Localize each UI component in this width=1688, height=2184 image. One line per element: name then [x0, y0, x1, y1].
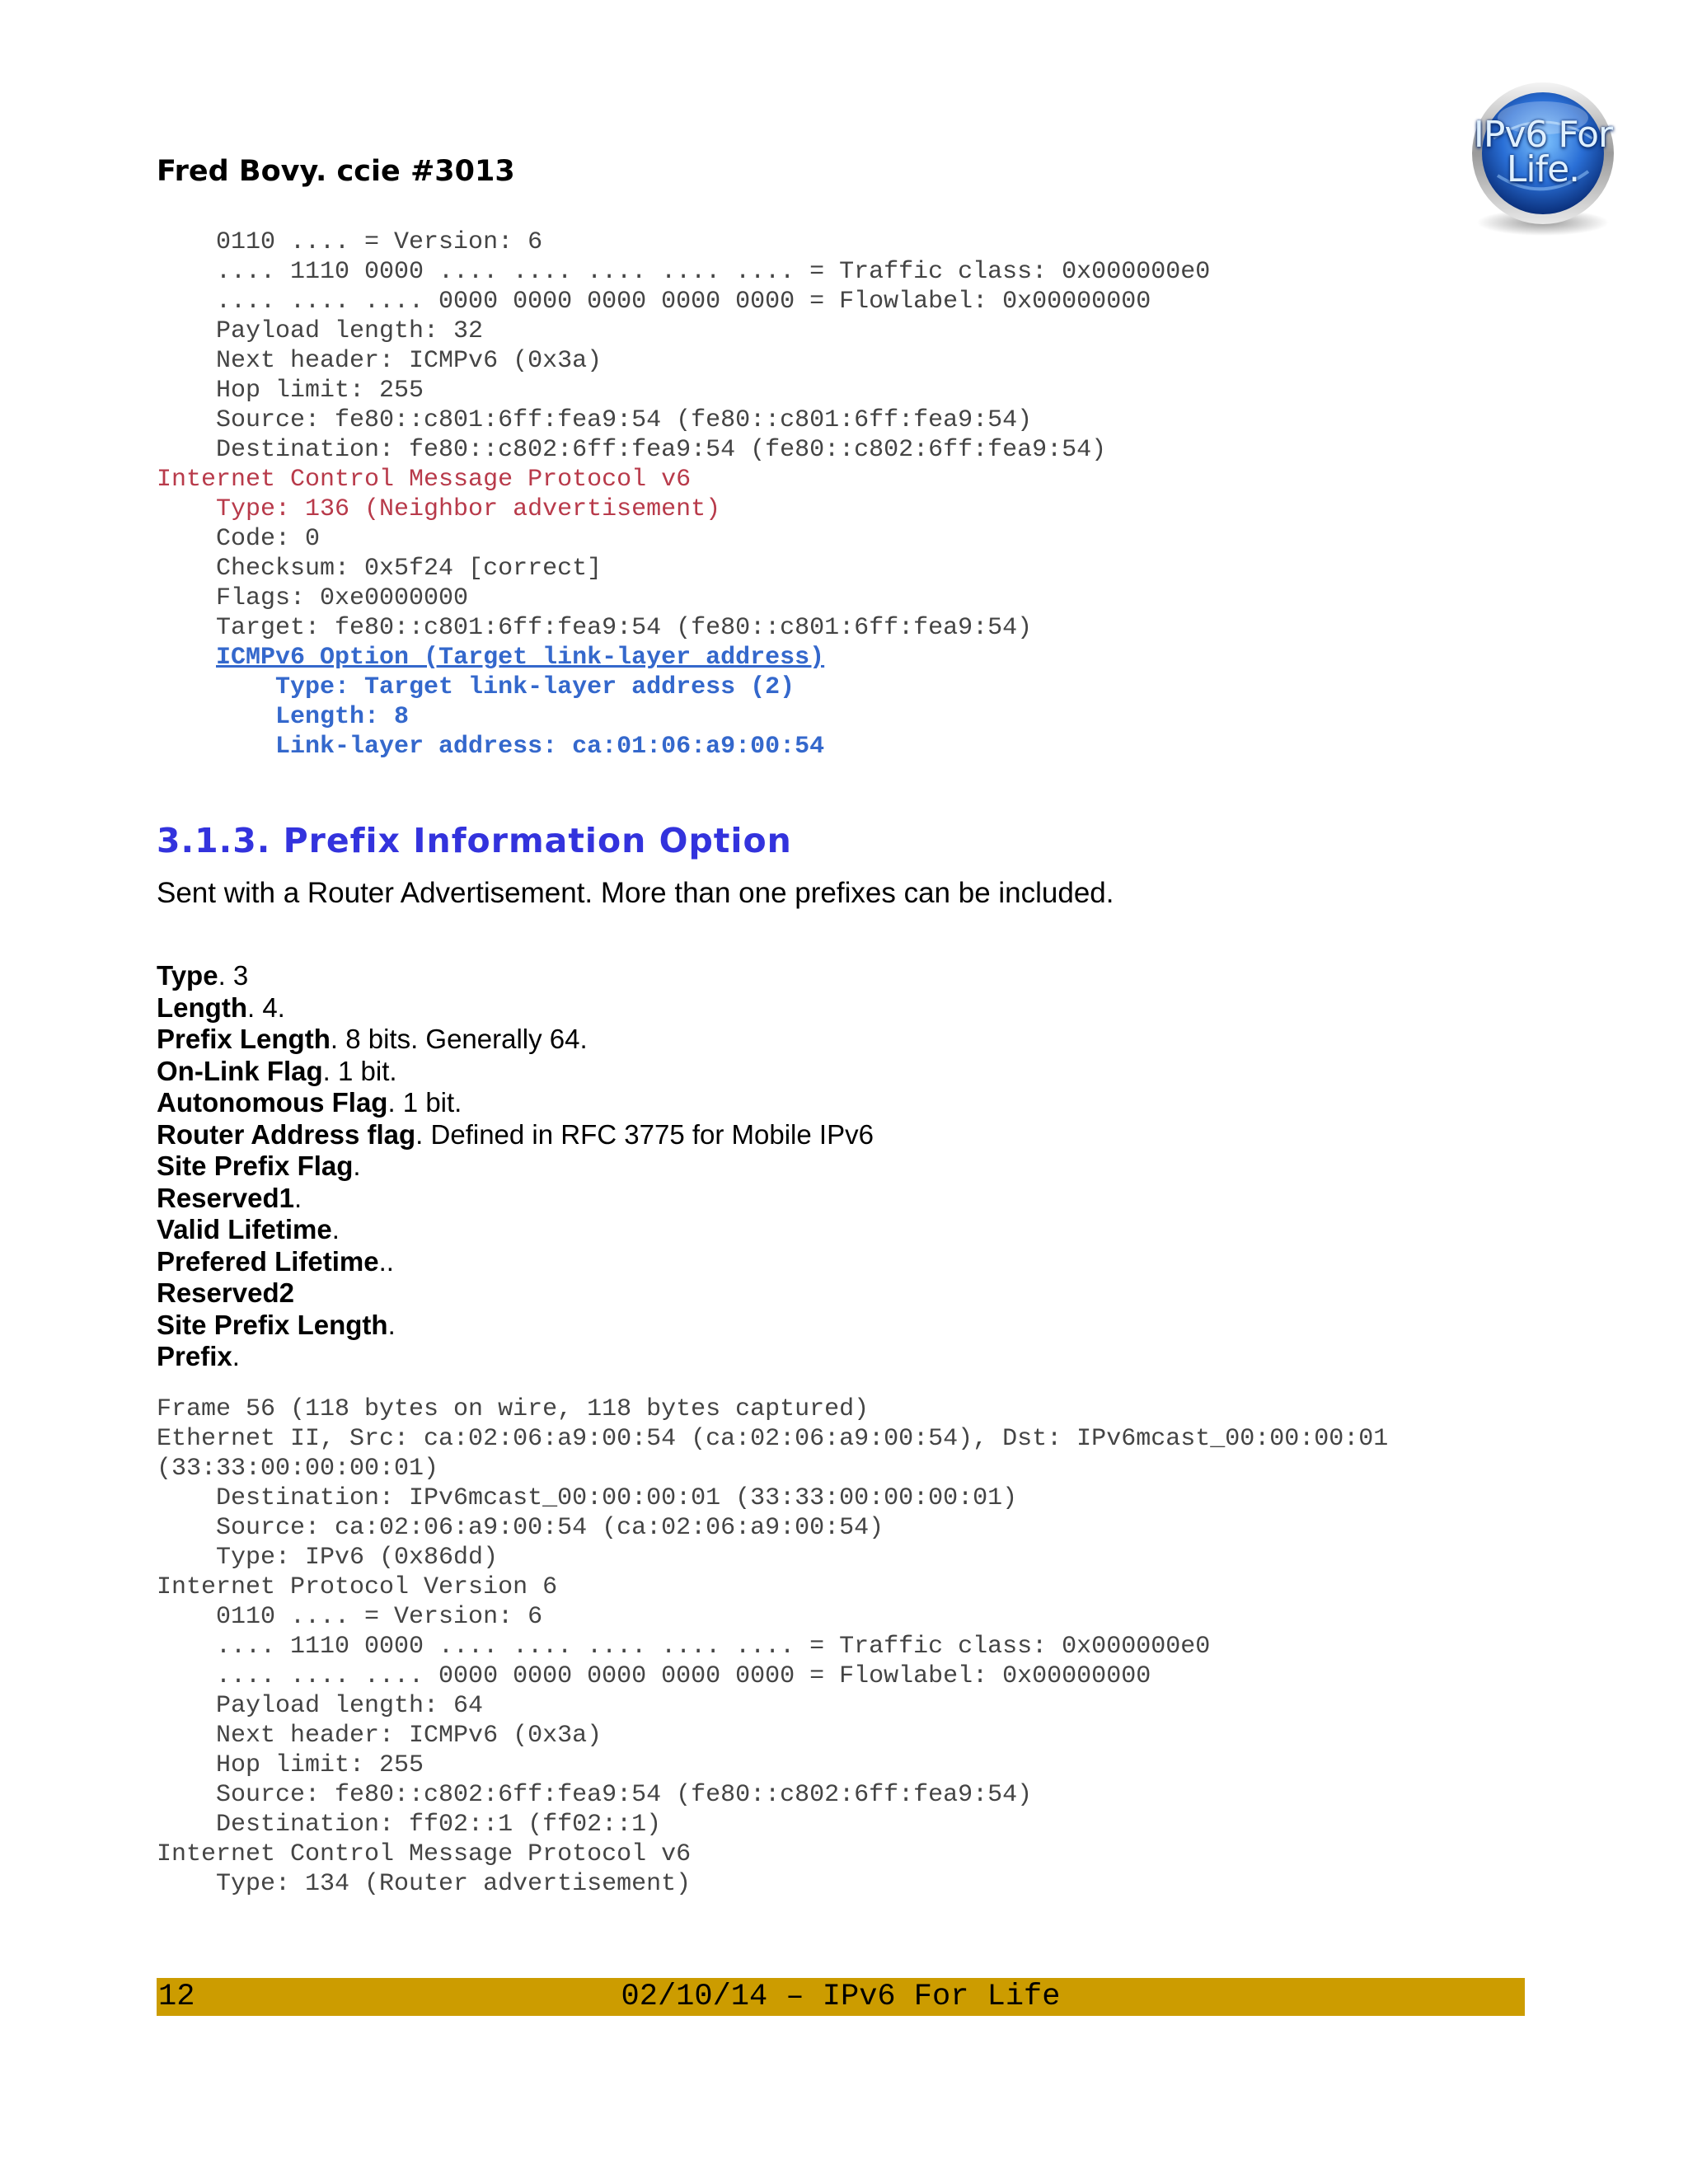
capture-line: .... .... .... 0000 0000 0000 0000 0000 = Flowlabel: 0x00000000 — [157, 288, 1151, 316]
capture-line: .... 1110 0000 .... .... .... .... .... = Traffic class: 0x000000e0 — [157, 258, 1211, 286]
capture-line: Ethernet II, Src: ca:02:06:a9:00:54 (ca:02:06:a9:00:54), Dst: IPv6mcast_00:00:00:01 — [157, 1425, 1389, 1453]
capture-line: Hop limit: 255 — [157, 377, 424, 405]
field-row — [157, 1183, 874, 1215]
field-description: . — [232, 1341, 240, 1371]
field-name: Type — [157, 960, 218, 991]
capture-line: Flags: 0xe0000000 — [157, 584, 469, 612]
field-description: . 8 bits. Generally 64. — [330, 1024, 588, 1054]
capture-line: Next header: ICMPv6 (0x3a) — [157, 347, 603, 375]
section-intro: Sent with a Router Advertisement. More than one prefixes can be included. — [157, 877, 1114, 909]
capture-line: Checksum: 0x5f24 [correct] — [157, 555, 603, 583]
field-row — [157, 1056, 874, 1088]
field-row — [157, 1214, 874, 1246]
capture-line: Source: fe80::c802:6ff:fea9:54 (fe80::c802:6ff:fea9:54) — [157, 1781, 1033, 1809]
field-name: On-Link Flag — [157, 1055, 323, 1086]
page-footer — [157, 1978, 1525, 2016]
field-description: . — [353, 1151, 361, 1181]
field-name: Prefered Lifetime — [157, 1245, 379, 1277]
capture-line: Type: 136 (Neighbor advertisement) — [157, 495, 721, 523]
capture-line: Internet Control Message Protocol v6 — [157, 466, 692, 494]
field-description: . 3 — [218, 960, 249, 991]
capture-line: Frame 56 (118 bytes on wire, 118 bytes captured) — [157, 1395, 870, 1423]
field-row — [157, 960, 874, 992]
header-author: Fred Bovy. ccie #3013 — [157, 155, 515, 188]
field-row — [157, 1151, 874, 1183]
field-name: Length — [157, 991, 247, 1023]
field-name: Reserved1 — [157, 1182, 294, 1213]
capture-line: Code: 0 — [157, 525, 321, 553]
field-description: . Defined in RFC 3775 for Mobile IPv6 — [415, 1118, 874, 1150]
capture-line: Payload length: 64 — [157, 1692, 484, 1720]
field-name: Site Prefix Length — [157, 1309, 388, 1340]
field-description: . — [293, 1182, 302, 1213]
field-row — [157, 992, 874, 1024]
capture-line: Target: fe80::c801:6ff:fea9:54 (fe80::c801:6ff:fea9:54) — [157, 614, 1033, 642]
capture-line: Destination: IPv6mcast_00:00:00:01 (33:33:00:00:00:01) — [157, 1484, 1018, 1512]
field-description: . — [331, 1214, 340, 1244]
field-description: . — [387, 1309, 396, 1340]
capture-line: Internet Control Message Protocol v6 — [157, 1840, 692, 1868]
capture-line: Length: 8 — [157, 703, 410, 731]
capture-line: Link-layer address: ca:01:06:a9:00:54 — [157, 733, 825, 761]
field-name: Autonomous Flag — [157, 1087, 388, 1118]
ipv6-for-life-logo — [1461, 81, 1625, 246]
field-row — [157, 1341, 874, 1373]
field-name: Router Address flag — [157, 1118, 416, 1150]
capture-line: Next header: ICMPv6 (0x3a) — [157, 1722, 603, 1750]
packet-capture-router-advertisement — [157, 1394, 1388, 1899]
field-row — [157, 1024, 874, 1056]
field-name: Reserved2 — [157, 1277, 294, 1308]
field-row — [157, 1087, 874, 1119]
field-description: .. — [378, 1245, 394, 1277]
field-row — [157, 1246, 874, 1278]
capture-line: Internet Protocol Version 6 — [157, 1573, 558, 1601]
footer-date-title: 02/10/14 – IPv6 For Life — [621, 1980, 1061, 2014]
capture-line: Type: 134 (Router advertisement) — [157, 1870, 692, 1898]
capture-line: Source: ca:02:06:a9:00:54 (ca:02:06:a9:00:54) — [157, 1514, 884, 1542]
footer-page-number: 12 — [158, 1980, 195, 2014]
field-row — [157, 1277, 874, 1310]
capture-line: Type: Target link-layer address (2) — [157, 673, 795, 701]
field-description: . 1 bit. — [322, 1055, 397, 1086]
capture-line: Destination: ff02::1 (ff02::1) — [157, 1811, 662, 1839]
capture-line: Type: IPv6 (0x86dd) — [157, 1544, 499, 1572]
field-row — [157, 1119, 874, 1151]
capture-line: (33:33:00:00:00:01) — [157, 1455, 439, 1483]
icmpv6-option-link[interactable]: ICMPv6 Option (Target link-layer address) — [216, 644, 825, 672]
field-description: . 4. — [246, 991, 285, 1023]
capture-line: Hop limit: 255 — [157, 1751, 424, 1779]
prefix-option-field-list — [157, 960, 874, 1373]
field-row — [157, 1310, 874, 1342]
capture-line: Source: fe80::c801:6ff:fea9:54 (fe80::c801:6ff:fea9:54) — [157, 406, 1033, 434]
field-name: Prefix — [157, 1341, 232, 1371]
logo-text: IPv6 For Life. — [1473, 114, 1613, 190]
capture-line: 0110 .... = Version: 6 — [157, 1603, 543, 1631]
section-heading: 3.1.3. Prefix Information Option — [157, 821, 792, 860]
capture-line: Payload length: 32 — [157, 317, 484, 345]
capture-line: 0110 .... = Version: 6 — [157, 228, 543, 256]
field-name: Site Prefix Flag — [157, 1151, 354, 1181]
field-description: . 1 bit. — [387, 1087, 462, 1118]
field-name: Prefix Length — [157, 1024, 331, 1054]
capture-line: Destination: fe80::c802:6ff:fea9:54 (fe80::c802:6ff:fea9:54) — [157, 436, 1107, 464]
capture-line: .... .... .... 0000 0000 0000 0000 0000 = Flowlabel: 0x00000000 — [157, 1662, 1151, 1690]
packet-capture-neighbor-advertisement — [157, 227, 1210, 762]
field-name: Valid Lifetime — [157, 1214, 332, 1244]
capture-line: .... 1110 0000 .... .... .... .... .... = Traffic class: 0x000000e0 — [157, 1633, 1211, 1661]
